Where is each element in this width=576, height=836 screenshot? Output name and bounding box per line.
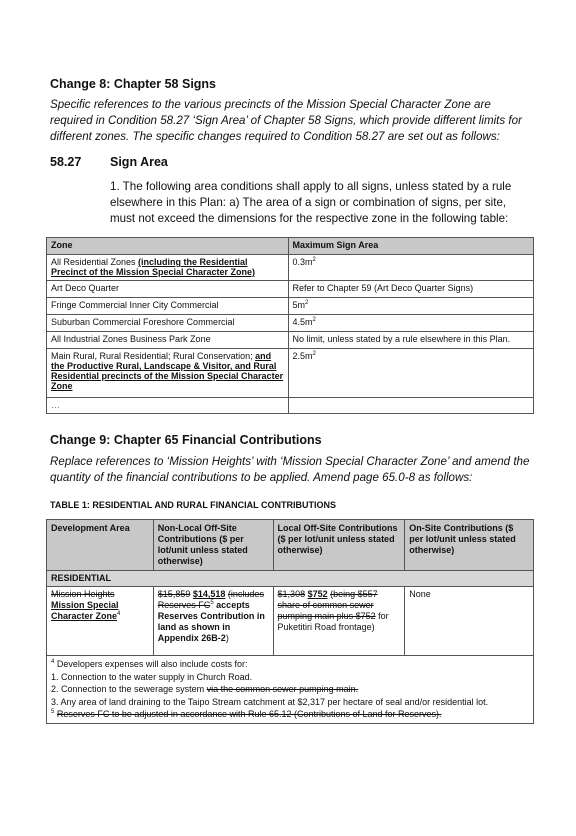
- empty-cell: [288, 398, 533, 414]
- inserted-text: $14,518: [192, 589, 226, 599]
- column-header: Development Area: [47, 520, 154, 571]
- text: ): [225, 633, 229, 643]
- clause-title: Sign Area: [110, 155, 168, 169]
- deleted-text: Mission Heights: [51, 589, 115, 599]
- nonlocal-cell: [153, 587, 273, 656]
- column-header: Non-Local Off-Site Contributions ($ per lot/unit unless stated otherwise): [153, 520, 273, 571]
- area-value: 5m: [292, 300, 306, 310]
- onsite-cell: None: [405, 587, 534, 656]
- local-cell: [273, 587, 405, 656]
- note-text: Developers expenses will also include costs for:: [56, 659, 248, 669]
- inserted-text: (including the Residential Precinct of the Mission Special Character Zone): [51, 257, 256, 277]
- table-row: [47, 332, 534, 349]
- change9-intro: Replace references to ‘Mission Heights’ with ‘Mission Special Character Zone’ and amend the quantity of the financial contributions to be applied. Amend page 65.0-8 as follows:: [50, 455, 530, 484]
- superscript: 4: [51, 659, 55, 665]
- change8-intro: Specific references to the various precincts of the Mission Special Character Zone are required in Condition 58.27 ‘Sign Area’ of Chapter 58 Signs, which provide different limits for different zones. The specific changes required to Condition 58.27 are set out as follows:: [50, 98, 522, 143]
- area-cell: [288, 255, 533, 281]
- inserted-text: and the Productive Rural, Landscape & Visitor, and Rural Residential precincts of the Mission Special Character Zone: [51, 351, 284, 391]
- area-value: 4.5m: [292, 317, 313, 327]
- table-title: TABLE 1: RESIDENTIAL AND RURAL FINANCIAL CONTRIBUTIONS: [50, 500, 337, 510]
- notes-row: [47, 656, 534, 724]
- table-row: [47, 281, 534, 298]
- superscript: 2: [312, 317, 316, 323]
- zone-cell: Fringe Commercial Inner City Commercial: [47, 298, 289, 315]
- notes-cell: [47, 656, 534, 724]
- development-area-cell: [47, 587, 154, 656]
- column-header: Local Off-Site Contributions ($ per lot/unit unless stated otherwise): [273, 520, 405, 571]
- inserted-text: accepts Reserves Contribution in land as shown in Appendix 26B-2: [157, 600, 265, 643]
- table-row: [47, 349, 534, 398]
- zone-cell: Suburban Commercial Foreshore Commercial: [47, 315, 289, 332]
- column-header: Maximum Sign Area: [288, 238, 533, 255]
- table-row: [47, 398, 534, 414]
- zone-cell: Art Deco Quarter: [47, 281, 289, 298]
- deleted-text: $15,859: [157, 589, 191, 599]
- area-value: 2.5m: [292, 351, 313, 361]
- deleted-text: Reserves FC to be adjusted in accordance with Rule 65.12 (Contributions of Land for Reserves).: [56, 709, 442, 719]
- ellipsis-cell: …: [47, 398, 289, 414]
- inserted-text: Mission Special Character Zone: [51, 600, 119, 621]
- note: 1. Connection to the water supply in Church Road.: [51, 671, 253, 682]
- deleted-text: (being $557 share of common sewer pumping main plus $752: [277, 589, 378, 621]
- superscript: 5: [51, 709, 55, 715]
- change8-heading: Change 8: Chapter 58 Signs: [50, 77, 217, 91]
- table-header-row: [47, 238, 534, 255]
- note: [51, 683, 529, 696]
- table-header-row: [47, 520, 534, 571]
- superscript: 2: [312, 351, 316, 357]
- table-row: [47, 298, 534, 315]
- superscript: 5: [210, 600, 214, 606]
- area-cell: [288, 349, 533, 398]
- area-value: 0.3m: [292, 257, 313, 267]
- zone-text: All Residential Zones: [51, 257, 139, 267]
- zone-cell: [47, 255, 289, 281]
- clause-text: 1. The following area conditions shall apply to all signs, unless stated by a rule elsewhere in this Plan: a) The area of a sign or combination of signs, per site, must not exceed the dimensions for the respective zone in the following table:: [110, 180, 512, 225]
- note: [51, 658, 529, 671]
- deleted-text: $1,308: [277, 589, 306, 599]
- area-cell: No limit, unless stated by a rule elsewhere in this Plan.: [288, 332, 533, 349]
- zone-cell: [47, 349, 289, 398]
- column-header: Zone: [47, 238, 289, 255]
- superscript: 4: [117, 611, 121, 617]
- column-header: On-Site Contributions ($ per lot/unit unless stated otherwise): [405, 520, 534, 571]
- note-text: 2. Connection to the sewerage system: [51, 684, 207, 694]
- section-label: RESIDENTIAL: [47, 571, 534, 587]
- table-row: [47, 255, 534, 281]
- note: [51, 708, 529, 721]
- financial-contributions-table: [46, 519, 534, 724]
- zone-cell: All Industrial Zones Business Park Zone: [47, 332, 289, 349]
- inserted-text: $752: [307, 589, 328, 599]
- change9-heading: Change 9: Chapter 65 Financial Contributions: [50, 433, 322, 447]
- area-cell: Refer to Chapter 59 (Art Deco Quarter Signs): [288, 281, 533, 298]
- superscript: 2: [305, 300, 309, 306]
- area-cell: [288, 298, 533, 315]
- table-row: [47, 315, 534, 332]
- zone-text: Main Rural, Rural Residential; Rural Conservation;: [51, 351, 256, 361]
- sign-area-table: [46, 237, 534, 414]
- note: 3. Any area of land draining to the Taipo Stream catchment at $2,317 per hectare of seal and/or residential lot.: [51, 696, 489, 707]
- deleted-text: via the common sewer pumping main.: [206, 684, 359, 694]
- superscript: 2: [312, 257, 316, 263]
- table-row: [47, 587, 534, 656]
- area-cell: [288, 315, 533, 332]
- section-row: [47, 571, 534, 587]
- text: for Puketitiri Road frontage): [277, 611, 389, 632]
- deleted-text: (includes Reserves FC: [157, 589, 264, 610]
- clause-number: 58.27: [50, 155, 82, 169]
